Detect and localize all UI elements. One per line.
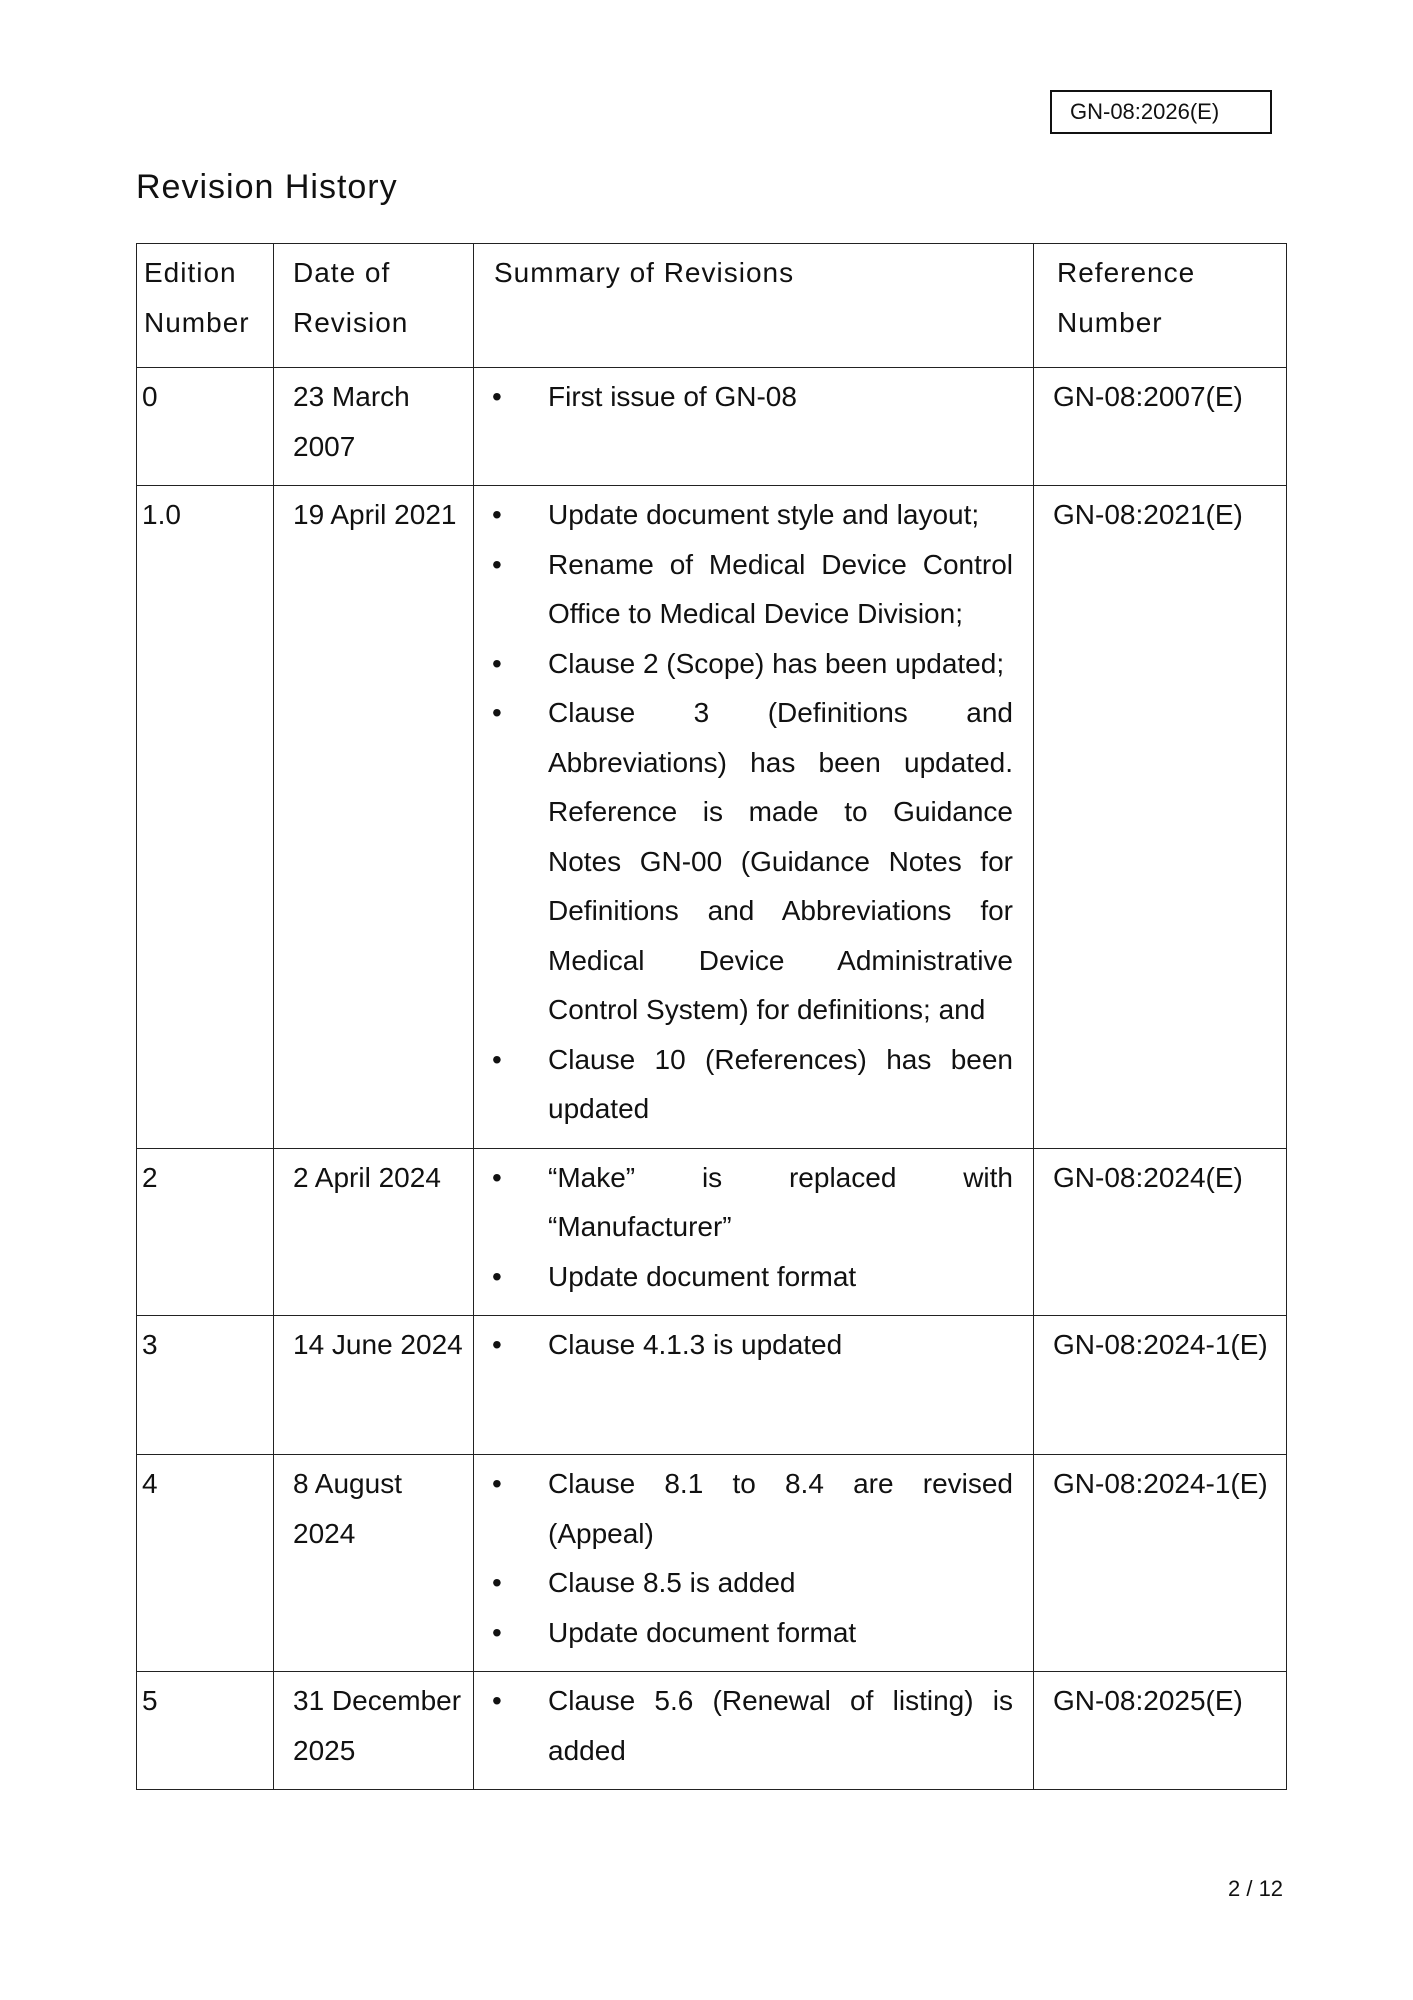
edition-cell: 5 (137, 1672, 274, 1790)
summary-list (490, 372, 1013, 422)
edition-cell: 1.0 (137, 486, 274, 1149)
summary-item: • Clause 5.6 (Renewal of listing) is added (490, 1676, 1013, 1775)
page-number: 2 / 12 (1228, 1876, 1284, 1901)
summary-item: • Clause 4.1.3 is updated (490, 1320, 1013, 1370)
reference-cell: GN-08:2025(E) (1034, 1672, 1287, 1790)
bullet-icon: • (492, 1161, 502, 1193)
date-cell: 8 August 2024 (274, 1455, 474, 1672)
header-reference-number: Reference Number (1034, 244, 1287, 368)
table-header-row (137, 244, 1287, 368)
edition-cell: 4 (137, 1455, 274, 1672)
date-cell: 19 April 2021 (274, 486, 474, 1149)
edition-cell: 0 (137, 368, 274, 486)
bullet-icon: • (492, 1616, 502, 1648)
bullet-icon: • (492, 647, 502, 679)
bullet-icon: • (492, 1329, 502, 1360)
summary-cell (474, 1148, 1034, 1316)
summary-item: • Update document format (490, 1608, 1013, 1658)
table-row (137, 1672, 1287, 1790)
table-row (137, 368, 1287, 486)
summary-item: • Clause 10 (References) has been updated (490, 1035, 1013, 1134)
summary-item: • Clause 3 (Definitions and Abbreviations) has been updated. Reference is made to Guidance Notes GN-00 (Guidance Notes for Definitions and Abbreviations for Medical Device Administrative Control System) for definitions; and (490, 688, 1013, 1035)
header-summary-of-revisions: Summary of Revisions (474, 244, 1034, 368)
date-cell: 23 March 2007 (274, 368, 474, 486)
summary-list (490, 1153, 1013, 1302)
revision-history-table (136, 243, 1287, 1790)
summary-list (490, 1676, 1013, 1775)
summary-cell (474, 1455, 1034, 1672)
reference-cell: GN-08:2024-1(E) (1034, 1316, 1287, 1455)
summary-item: • First issue of GN-08 (490, 372, 1013, 422)
summary-cell (474, 486, 1034, 1149)
summary-item: • Clause 2 (Scope) has been updated; (490, 639, 1013, 689)
table-row (137, 1455, 1287, 1672)
summary-list (490, 1320, 1013, 1370)
bullet-icon: • (492, 1468, 502, 1499)
date-cell: 2 April 2024 (274, 1148, 474, 1316)
date-cell: 31 December 2025 (274, 1672, 474, 1790)
document-code-box: GN-08:2026(E) (1050, 90, 1272, 134)
bullet-icon: • (492, 381, 502, 412)
bullet-icon: • (492, 1043, 502, 1075)
summary-list (490, 1459, 1013, 1657)
date-cell: 14 June 2024 (274, 1316, 474, 1455)
bullet-icon: • (492, 499, 502, 530)
table-row (137, 1148, 1287, 1316)
edition-cell: 3 (137, 1316, 274, 1455)
summary-cell (474, 1316, 1034, 1455)
page-heading: Revision History (136, 168, 398, 206)
summary-cell (474, 368, 1034, 486)
header-edition-number: Edition Number (137, 244, 274, 368)
bullet-icon: • (492, 697, 502, 728)
edition-cell: 2 (137, 1148, 274, 1316)
reference-cell: GN-08:2021(E) (1034, 486, 1287, 1149)
reference-cell: GN-08:2007(E) (1034, 368, 1287, 486)
table-row (137, 486, 1287, 1149)
summary-list (490, 490, 1013, 1134)
bullet-icon: • (492, 1260, 502, 1292)
table-row (137, 1316, 1287, 1455)
reference-cell: GN-08:2024-1(E) (1034, 1455, 1287, 1672)
header-date-of-revision: Date of Revision (274, 244, 474, 368)
summary-item: • Clause 8.1 to 8.4 are revised (Appeal) (490, 1459, 1013, 1558)
bullet-icon: • (492, 548, 502, 580)
summary-cell (474, 1672, 1034, 1790)
summary-item: • “Make” is replaced with “Manufacturer” (490, 1153, 1013, 1252)
summary-item: • Update document format (490, 1252, 1013, 1302)
reference-cell: GN-08:2024(E) (1034, 1148, 1287, 1316)
summary-item: • Rename of Medical Device Control Office to Medical Device Division; (490, 540, 1013, 639)
bullet-icon: • (492, 1567, 502, 1598)
summary-item: • Clause 8.5 is added (490, 1558, 1013, 1608)
bullet-icon: • (492, 1685, 502, 1716)
summary-item: • Update document style and layout; (490, 490, 1013, 540)
